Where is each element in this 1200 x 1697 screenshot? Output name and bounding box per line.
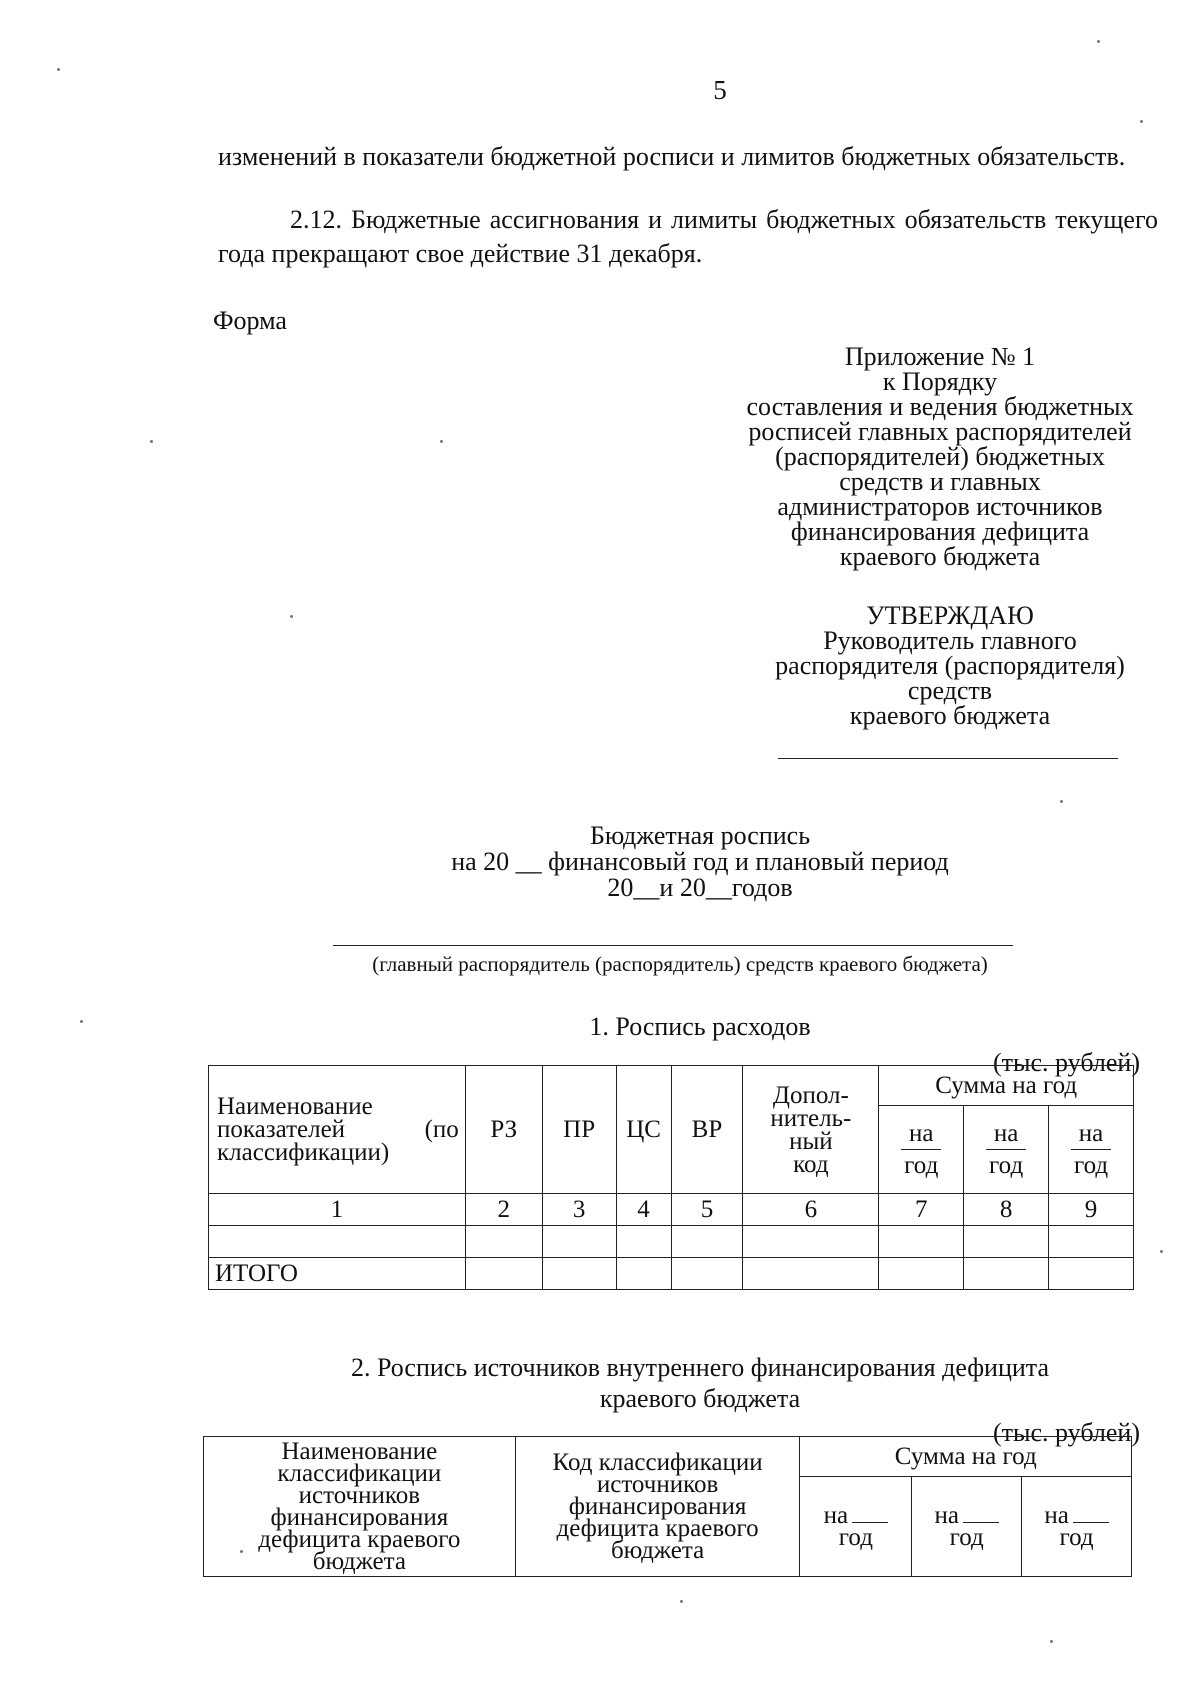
header-source-name: Наименование классификации источников финансирования дефицита краевого бюджета (204, 1437, 516, 1577)
annex-line: к Порядку (882, 367, 998, 396)
paragraph-continuation: изменений в показатели бюджетной росписи и лимитов бюджетных обязательств. (218, 142, 1126, 171)
column-number-row (209, 1194, 1134, 1226)
year-blank (901, 1149, 941, 1150)
header-year-1: на год (800, 1477, 912, 1577)
year-blank (1071, 1149, 1111, 1150)
column-number: 5 (671, 1194, 743, 1226)
expenses-table (208, 1065, 1134, 1290)
header-name: Наименование показателей (по классификации) (209, 1066, 466, 1194)
scan-speck (1140, 120, 1143, 123)
title-line: на 20 __ финансовый год и плановый период (451, 847, 949, 876)
approval-block (730, 603, 1170, 728)
section2-units: (тыс. рублей) (992, 1418, 1140, 1447)
annex-line: (распорядителей) бюджетных (775, 442, 1105, 471)
scan-speck (1060, 800, 1063, 803)
header-sum-group: Сумма на год (879, 1066, 1134, 1106)
year-blank (1073, 1508, 1109, 1523)
section1-title: 1. Роспись расходов (589, 1012, 811, 1041)
column-number: 6 (743, 1194, 879, 1226)
header-vr: ВР (671, 1066, 743, 1194)
approval-line: Руководитель главного (823, 626, 1077, 655)
header-year-2: на год (964, 1106, 1049, 1194)
document-title (380, 823, 1020, 901)
owner-blank-line (333, 945, 1013, 946)
header-cs: ЦС (616, 1066, 671, 1194)
table-row (209, 1226, 1134, 1258)
header-year-2: на год (912, 1477, 1022, 1577)
annex-line: средств и главных (839, 467, 1041, 496)
approval-heading: УТВЕРЖДАЮ (866, 601, 1034, 630)
approval-line: средств (907, 676, 993, 705)
header-rz: РЗ (465, 1066, 542, 1194)
total-row (209, 1258, 1134, 1290)
title-line: 20__и 20__годов (607, 873, 793, 902)
header-year-1: на год (879, 1106, 964, 1194)
section2-title: 2. Роспись источников внутреннего финансирования дефицита краевого бюджета (350, 1353, 1050, 1413)
page-number: 5 (713, 75, 727, 105)
scan-speck (1097, 40, 1100, 43)
annex-line: составления и ведения бюджетных (746, 392, 1134, 421)
scan-speck (1160, 1250, 1163, 1253)
column-number: 4 (616, 1194, 671, 1226)
scan-speck (57, 68, 60, 71)
annex-line: финансирования дефицита (790, 517, 1090, 546)
column-number: 9 (1049, 1194, 1134, 1226)
column-number: 3 (542, 1194, 616, 1226)
scan-speck (240, 1550, 243, 1553)
column-number: 8 (964, 1194, 1049, 1226)
annex-line: краевого бюджета (839, 542, 1041, 571)
year-blank (963, 1508, 999, 1523)
scan-speck (1050, 1640, 1053, 1643)
header-year-3: на год (1049, 1106, 1134, 1194)
scan-speck (440, 440, 443, 443)
owner-caption: (главный распорядитель (распорядитель) средств краевого бюджета) (372, 952, 988, 976)
header-name-part: (по (424, 1116, 459, 1143)
scan-speck (680, 1600, 683, 1603)
total-label: ИТОГО (209, 1258, 466, 1290)
section1-units: (тыс. рублей) (992, 1048, 1140, 1077)
approval-line: краевого бюджета (849, 701, 1051, 730)
header-source-code: Код классификации источников финансирования дефицита краевого бюджета (515, 1437, 800, 1577)
column-number: 1 (209, 1194, 466, 1226)
header-sum-group-2: Сумма на год (800, 1437, 1132, 1477)
scan-speck (290, 615, 293, 618)
signature-line (778, 758, 1118, 759)
title-line: Бюджетная роспись (589, 821, 811, 850)
annex-line: росписей главных распорядителей (748, 417, 1132, 446)
annex-line: администраторов источников (777, 492, 1103, 521)
form-label: Форма (213, 306, 287, 335)
header-name-part: показателей (217, 1116, 346, 1143)
column-number: 2 (465, 1194, 542, 1226)
year-blank (986, 1149, 1026, 1150)
year-blank (852, 1508, 888, 1523)
paragraph-2-12: 2.12. Бюджетные ассигнования и лимиты бюджетных обязательств текущего года прекращают свое действие 31 декабря. (218, 205, 1158, 268)
annex-block (720, 344, 1160, 569)
header-year-3: на год (1022, 1477, 1132, 1577)
header-extra-code: Допол- нитель- ный код (743, 1066, 879, 1194)
header-pr: ПР (542, 1066, 616, 1194)
column-number: 7 (879, 1194, 964, 1226)
scan-speck (80, 1020, 83, 1023)
approval-line: распорядителя (распорядителя) (775, 651, 1125, 680)
annex-line: Приложение № 1 (844, 342, 1036, 371)
scan-speck (150, 440, 153, 443)
sources-table (203, 1436, 1132, 1577)
